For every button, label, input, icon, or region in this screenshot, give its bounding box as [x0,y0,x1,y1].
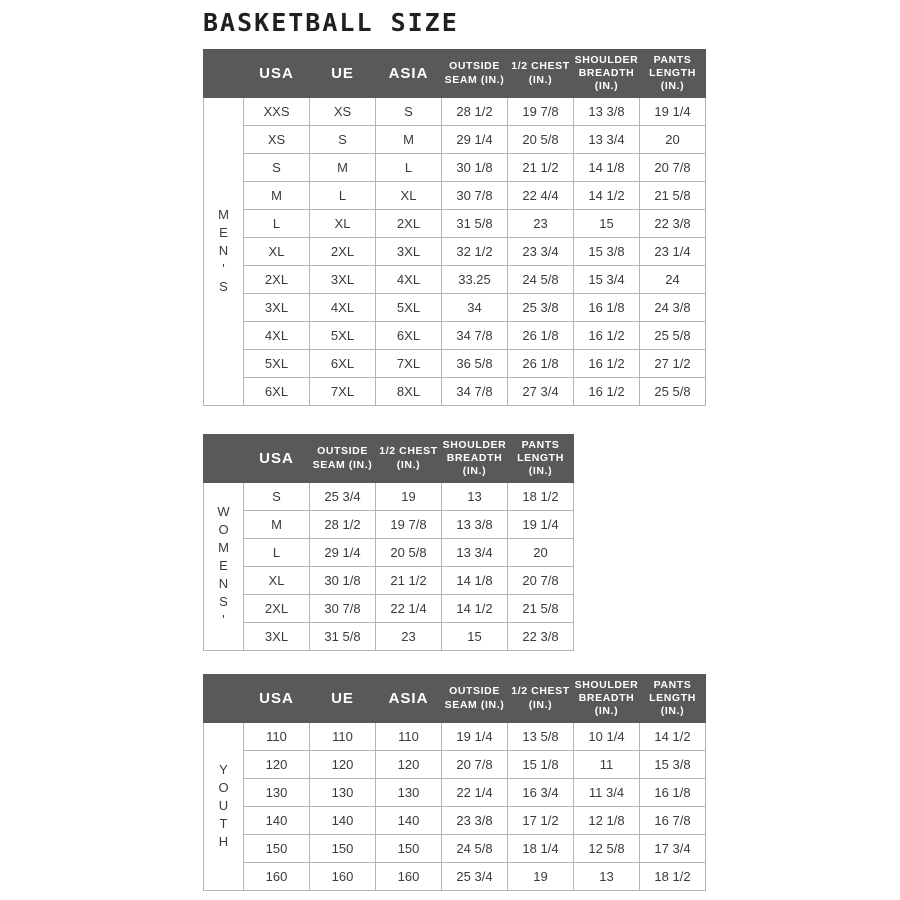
cell: 2XL [244,266,310,294]
cell: 5XL [376,294,442,322]
table-row [204,182,706,210]
cell: L [244,210,310,238]
cell: 140 [310,807,376,835]
cell: 10 1/4 [574,723,640,751]
cell: 130 [244,779,310,807]
cell: 13 3/8 [574,98,640,126]
cell: 15 [442,623,508,651]
cell: 12 5/8 [574,835,640,863]
cell: S [244,154,310,182]
cell: 16 1/8 [574,294,640,322]
cell: 25 3/8 [508,294,574,322]
cell: 30 1/8 [310,567,376,595]
cell: 30 7/8 [310,595,376,623]
header-ue: UE [310,675,376,723]
header-pants-length: PANTS LENGTH (IN.) [640,675,706,723]
cell: XL [244,238,310,266]
cell: 30 7/8 [442,182,508,210]
cell: 25 5/8 [640,322,706,350]
cell: 32 1/2 [442,238,508,266]
cell: 28 1/2 [442,98,508,126]
cell: S [244,483,310,511]
cell: 21 5/8 [640,182,706,210]
cell: L [376,154,442,182]
cell: M [376,126,442,154]
cell: 27 3/4 [508,378,574,406]
cell: XL [244,567,310,595]
cell: 26 1/8 [508,322,574,350]
cell: 150 [376,835,442,863]
cell: 23 1/4 [640,238,706,266]
cell: 120 [376,751,442,779]
cell: 12 1/8 [574,807,640,835]
cell: 140 [244,807,310,835]
table-row [204,483,574,511]
table-row [204,126,706,154]
cell: 120 [244,751,310,779]
cell: 16 1/2 [574,322,640,350]
cell: 14 1/2 [574,182,640,210]
cell: XXS [244,98,310,126]
cell: 130 [310,779,376,807]
cell: L [244,539,310,567]
womens-table-header [204,435,574,483]
header-pants-length: PANTS LENGTH (IN.) [508,435,574,483]
cell: 20 5/8 [376,539,442,567]
table-row [204,378,706,406]
cell: 15 [574,210,640,238]
cell: 8XL [376,378,442,406]
header-asia: ASIA [376,675,442,723]
cell: L [310,182,376,210]
cell: 33.25 [442,266,508,294]
cell: 31 5/8 [442,210,508,238]
cell: XL [376,182,442,210]
cell: 3XL [376,238,442,266]
cell: 150 [244,835,310,863]
table-row [204,350,706,378]
cell: 13 [442,483,508,511]
cell: 4XL [310,294,376,322]
cell: 16 7/8 [640,807,706,835]
cell: 20 [640,126,706,154]
cell: 23 [376,623,442,651]
cell: 22 4/4 [508,182,574,210]
cell: 13 3/4 [574,126,640,154]
cell: 15 1/8 [508,751,574,779]
womens-table-body [204,483,574,651]
cell: 2XL [310,238,376,266]
header-outside-seam: OUTSIDE SEAM (IN.) [442,675,508,723]
cell: S [376,98,442,126]
youth-table-body [204,723,706,891]
cell: M [244,511,310,539]
header-ue: UE [310,50,376,98]
cell: 24 5/8 [508,266,574,294]
cell: 28 1/2 [310,511,376,539]
corner-cell [204,675,244,723]
cell: 15 3/4 [574,266,640,294]
table-row [204,322,706,350]
header-shoulder-breadth: SHOULDER BREADTH (IN.) [442,435,508,483]
cell: 27 1/2 [640,350,706,378]
cell: XL [310,210,376,238]
cell: 29 1/4 [310,539,376,567]
table-row [204,511,574,539]
table-row [204,623,574,651]
mens-size-table [203,49,706,406]
cell: 19 1/4 [640,98,706,126]
cell: 22 1/4 [376,595,442,623]
youth-size-table-block [203,674,706,891]
cell: 21 5/8 [508,595,574,623]
cell: 130 [376,779,442,807]
cell: 24 [640,266,706,294]
cell: 2XL [376,210,442,238]
page-title: BASKETBALL SIZE [203,8,459,37]
table-row [204,723,706,751]
cell: 15 3/8 [574,238,640,266]
cell: 7XL [310,378,376,406]
header-outside-seam: OUTSIDE SEAM (IN.) [310,435,376,483]
header-usa: USA [244,50,310,98]
cell: 14 1/2 [640,723,706,751]
cell: 19 7/8 [376,511,442,539]
cell: S [310,126,376,154]
cell: 11 [574,751,640,779]
cell: 13 [574,863,640,891]
cell: 17 3/4 [640,835,706,863]
cell: 13 5/8 [508,723,574,751]
header-outside-seam: OUTSIDE SEAM (IN.) [442,50,508,98]
cell: 5XL [244,350,310,378]
cell: XS [244,126,310,154]
table-row [204,751,706,779]
cell: 150 [310,835,376,863]
header-half-chest: 1/2 CHEST (IN.) [508,50,574,98]
table-row [204,539,574,567]
mens-table-body [204,98,706,406]
table-row [204,863,706,891]
cell: 19 [508,863,574,891]
cell: 34 7/8 [442,322,508,350]
cell: 4XL [244,322,310,350]
cell: 7XL [376,350,442,378]
mens-size-table-block [203,49,706,406]
cell: 19 1/4 [442,723,508,751]
header-half-chest: 1/2 CHEST (IN.) [508,675,574,723]
cell: XS [310,98,376,126]
cell: 25 5/8 [640,378,706,406]
cell: 20 7/8 [442,751,508,779]
cell: 20 7/8 [508,567,574,595]
cell: 25 3/4 [310,483,376,511]
cell: 30 1/8 [442,154,508,182]
cell: 16 1/2 [574,350,640,378]
cell: 13 3/4 [442,539,508,567]
cell: 5XL [310,322,376,350]
cell: 17 1/2 [508,807,574,835]
table-row [204,779,706,807]
table-row [204,154,706,182]
cell: 21 1/2 [508,154,574,182]
cell: 19 7/8 [508,98,574,126]
cell: 110 [310,723,376,751]
cell: 34 [442,294,508,322]
womens-size-table-block [203,434,574,651]
cell: 6XL [376,322,442,350]
cell: 20 5/8 [508,126,574,154]
cell: 110 [376,723,442,751]
table-row [204,210,706,238]
header-shoulder-breadth: SHOULDER BREADTH (IN.) [574,50,640,98]
header-usa: USA [244,675,310,723]
cell: 34 7/8 [442,378,508,406]
cell: 120 [310,751,376,779]
table-row [204,567,574,595]
cell: 13 3/8 [442,511,508,539]
cell: 3XL [244,294,310,322]
cell: 160 [376,863,442,891]
cell: 14 1/8 [442,567,508,595]
womens-size-table [203,434,574,651]
header-asia: ASIA [376,50,442,98]
cell: 24 5/8 [442,835,508,863]
cell: 22 1/4 [442,779,508,807]
cell: 160 [244,863,310,891]
cell: 4XL [376,266,442,294]
mens-table-header [204,50,706,98]
cell: 21 1/2 [376,567,442,595]
cell: 20 7/8 [640,154,706,182]
cell: 22 3/8 [640,210,706,238]
cell: 160 [310,863,376,891]
header-half-chest: 1/2 CHEST (IN.) [376,435,442,483]
cell: 19 1/4 [508,511,574,539]
cell: 18 1/2 [508,483,574,511]
cell: 140 [376,807,442,835]
cell: 31 5/8 [310,623,376,651]
cell: 16 1/2 [574,378,640,406]
corner-cell [204,435,244,483]
cell: M [310,154,376,182]
cell: 3XL [244,623,310,651]
cell: 29 1/4 [442,126,508,154]
cell: 6XL [244,378,310,406]
cell: 3XL [310,266,376,294]
cell: 26 1/8 [508,350,574,378]
table-row [204,835,706,863]
header-usa: USA [244,435,310,483]
table-row [204,807,706,835]
cell: 15 3/8 [640,751,706,779]
cell: 25 3/4 [442,863,508,891]
cell: 19 [376,483,442,511]
cell: 2XL [244,595,310,623]
cell: 36 5/8 [442,350,508,378]
cell: 16 3/4 [508,779,574,807]
cell: 14 1/2 [442,595,508,623]
table-row [204,238,706,266]
corner-cell [204,50,244,98]
cell: 23 3/4 [508,238,574,266]
row-group-label-mens: MEN'S [204,98,244,406]
cell: 14 1/8 [574,154,640,182]
cell: 6XL [310,350,376,378]
youth-table-header [204,675,706,723]
cell: M [244,182,310,210]
cell: 22 3/8 [508,623,574,651]
table-row [204,595,574,623]
cell: 24 3/8 [640,294,706,322]
cell: 23 [508,210,574,238]
table-row [204,98,706,126]
cell: 23 3/8 [442,807,508,835]
row-group-label-youth: YOUTH [204,723,244,891]
header-pants-length: PANTS LENGTH (IN.) [640,50,706,98]
cell: 16 1/8 [640,779,706,807]
cell: 18 1/4 [508,835,574,863]
table-row [204,266,706,294]
row-group-label-womens: WOMENS' [204,483,244,651]
cell: 18 1/2 [640,863,706,891]
youth-size-table [203,674,706,891]
cell: 11 3/4 [574,779,640,807]
table-row [204,294,706,322]
header-shoulder-breadth: SHOULDER BREADTH (IN.) [574,675,640,723]
cell: 20 [508,539,574,567]
cell: 110 [244,723,310,751]
